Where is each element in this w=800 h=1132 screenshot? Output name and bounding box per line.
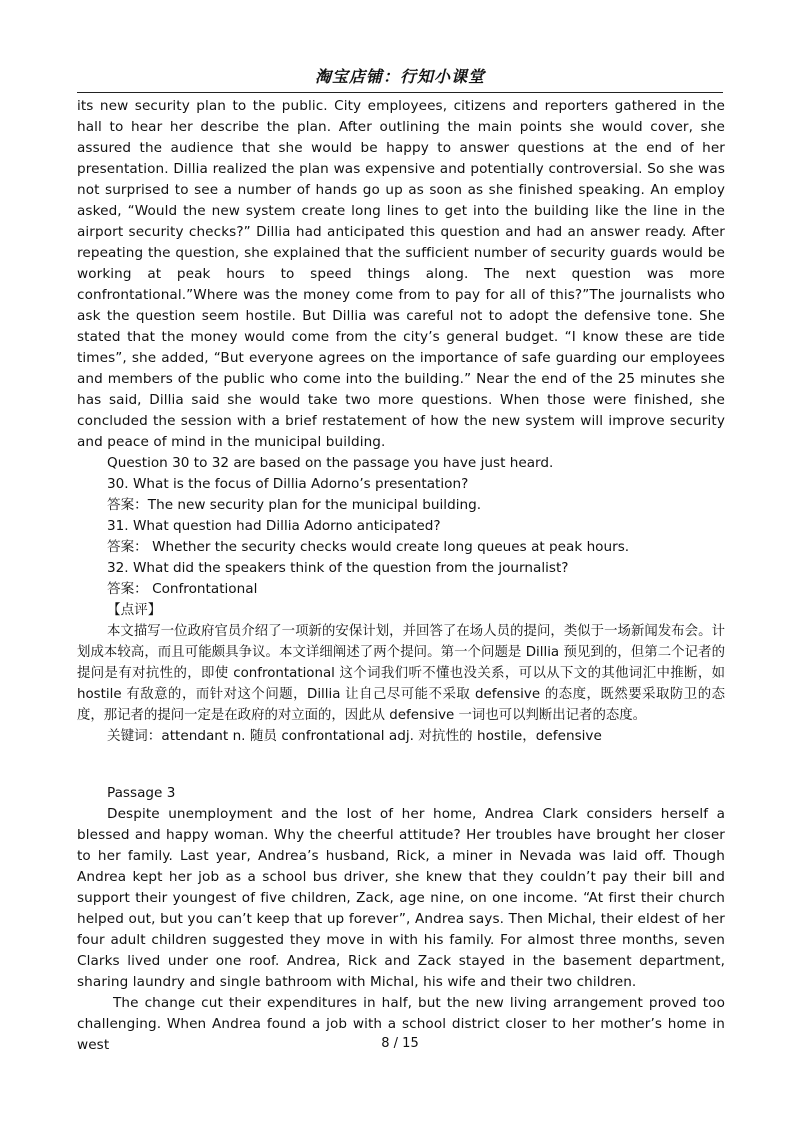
- answer-31: 答案： Whether the security checks would create long queues at peak hours.: [107, 539, 630, 555]
- passage2-text: its new security plan to the public. City employees, citizens and reporters gathered in the hall to hear her describe the plan. After outlining the main points she would cover, she assured the audience that she would be happy to answer questions at the end of her presentation. Dillia realized the plan was expensive and potentially controversial. So she was not surprised to see a number of hands go up as soon as she finished speaking. An employ asked, “Would the new system create long lines to get into the building like the line in the airport security checks?” Dillia had anticipated this question and had an answer ready. After repeating the question, she explained that the sufficient number of security guards would be working at peak hours to speed things along. The next question was more confrontational.”Where was the money come from to pay for all of this?”The journalists who ask the question seem hostile. But Dillia was careful not to adopt the defensive tone. She stated that the money would come from the city’s general budget. “I know these are tide times”, she added, “But everyone agrees on the importance of safe guarding our employees and members of the public who come into the building.” Near the end of the 25 minutes she has said, Dillia said she would take two more questions. When those were finished, she concluded the session with a brief restatement of how the new system will improve security and peace of mind in the municipal building.: [77, 98, 725, 450]
- document-body: [77, 96, 725, 1056]
- questions-intro: Question 30 to 32 are based on the passage you have just heard.: [107, 455, 554, 471]
- passage3-paragraph-2: The change cut their expenditures in half, but the new living arrangement proved too challenging. When Andrea found a job with a school district closer to her mother’s home in west: [77, 995, 725, 1053]
- question-31: 31. What question had Dillia Adorno anticipated?: [107, 518, 441, 534]
- question-32: 32. What did the speakers think of the question from the journalist?: [107, 560, 569, 576]
- page-header-title: 淘宝店铺：行知小课堂: [314, 67, 485, 86]
- comment-body: 本文描写一位政府官员介绍了一项新的安保计划，并回答了在场人员的提问，类似于一场新闻发布会。计划成本较高，而且可能颇具争议。本文详细阐述了两个提问。第一个问题是 Dillia 预见到的，但第二个记者的提问是有对抗性的，即使 confrontational 这个词我们听不懂也没关系，可以从下文的其他词汇中推断，如 hostile 有敌意的，而针对这个问题，Dillia 让自己尽可能不采取 defensive 的态度，既然要采取防卫的态度，那记者的提问一定是在政府的对立面的，因此从 defensive 一词也可以判断出记者的态度。: [77, 624, 725, 723]
- page-number: 8 / 15: [381, 1036, 419, 1051]
- comment-heading: 【点评】: [107, 602, 162, 618]
- passage3-paragraph-1: Despite unemployment and the lost of her home, Andrea Clark considers herself a blessed and happy woman. Why the cheerful attitude? Her troubles have brought her closer to her family. Last year, Andrea’s husband, Rick, a miner in Nevada was laid off. Though Andrea kept her job as a school bus driver, she knew that they couldn’t pay their bill and support their youngest of five children, Zack, age nine, on one income. “At first their church helped out, but you can’t keep that up forever”, Andrea says. Then Michal, their eldest of her four adult children suggested they move in with his family. For almost three months, seven Clarks lived under one roof. Andrea, Rick and Zack stayed in the basement department, sharing laundry and single bathroom with Michal, his wife and their two children.: [77, 806, 725, 990]
- answer-30: 答案：The new security plan for the municipal building.: [107, 497, 482, 513]
- comment-keywords: 关键词：attendant n. 随员 confrontational adj. 对抗性的 hostile，defensive: [107, 728, 602, 744]
- passage3-title: Passage 3: [107, 785, 176, 801]
- section-spacer: [77, 747, 725, 783]
- answer-32: 答案： Confrontational: [107, 581, 258, 597]
- header-divider: [77, 92, 723, 93]
- question-30: 30. What is the focus of Dillia Adorno’s presentation?: [107, 476, 469, 492]
